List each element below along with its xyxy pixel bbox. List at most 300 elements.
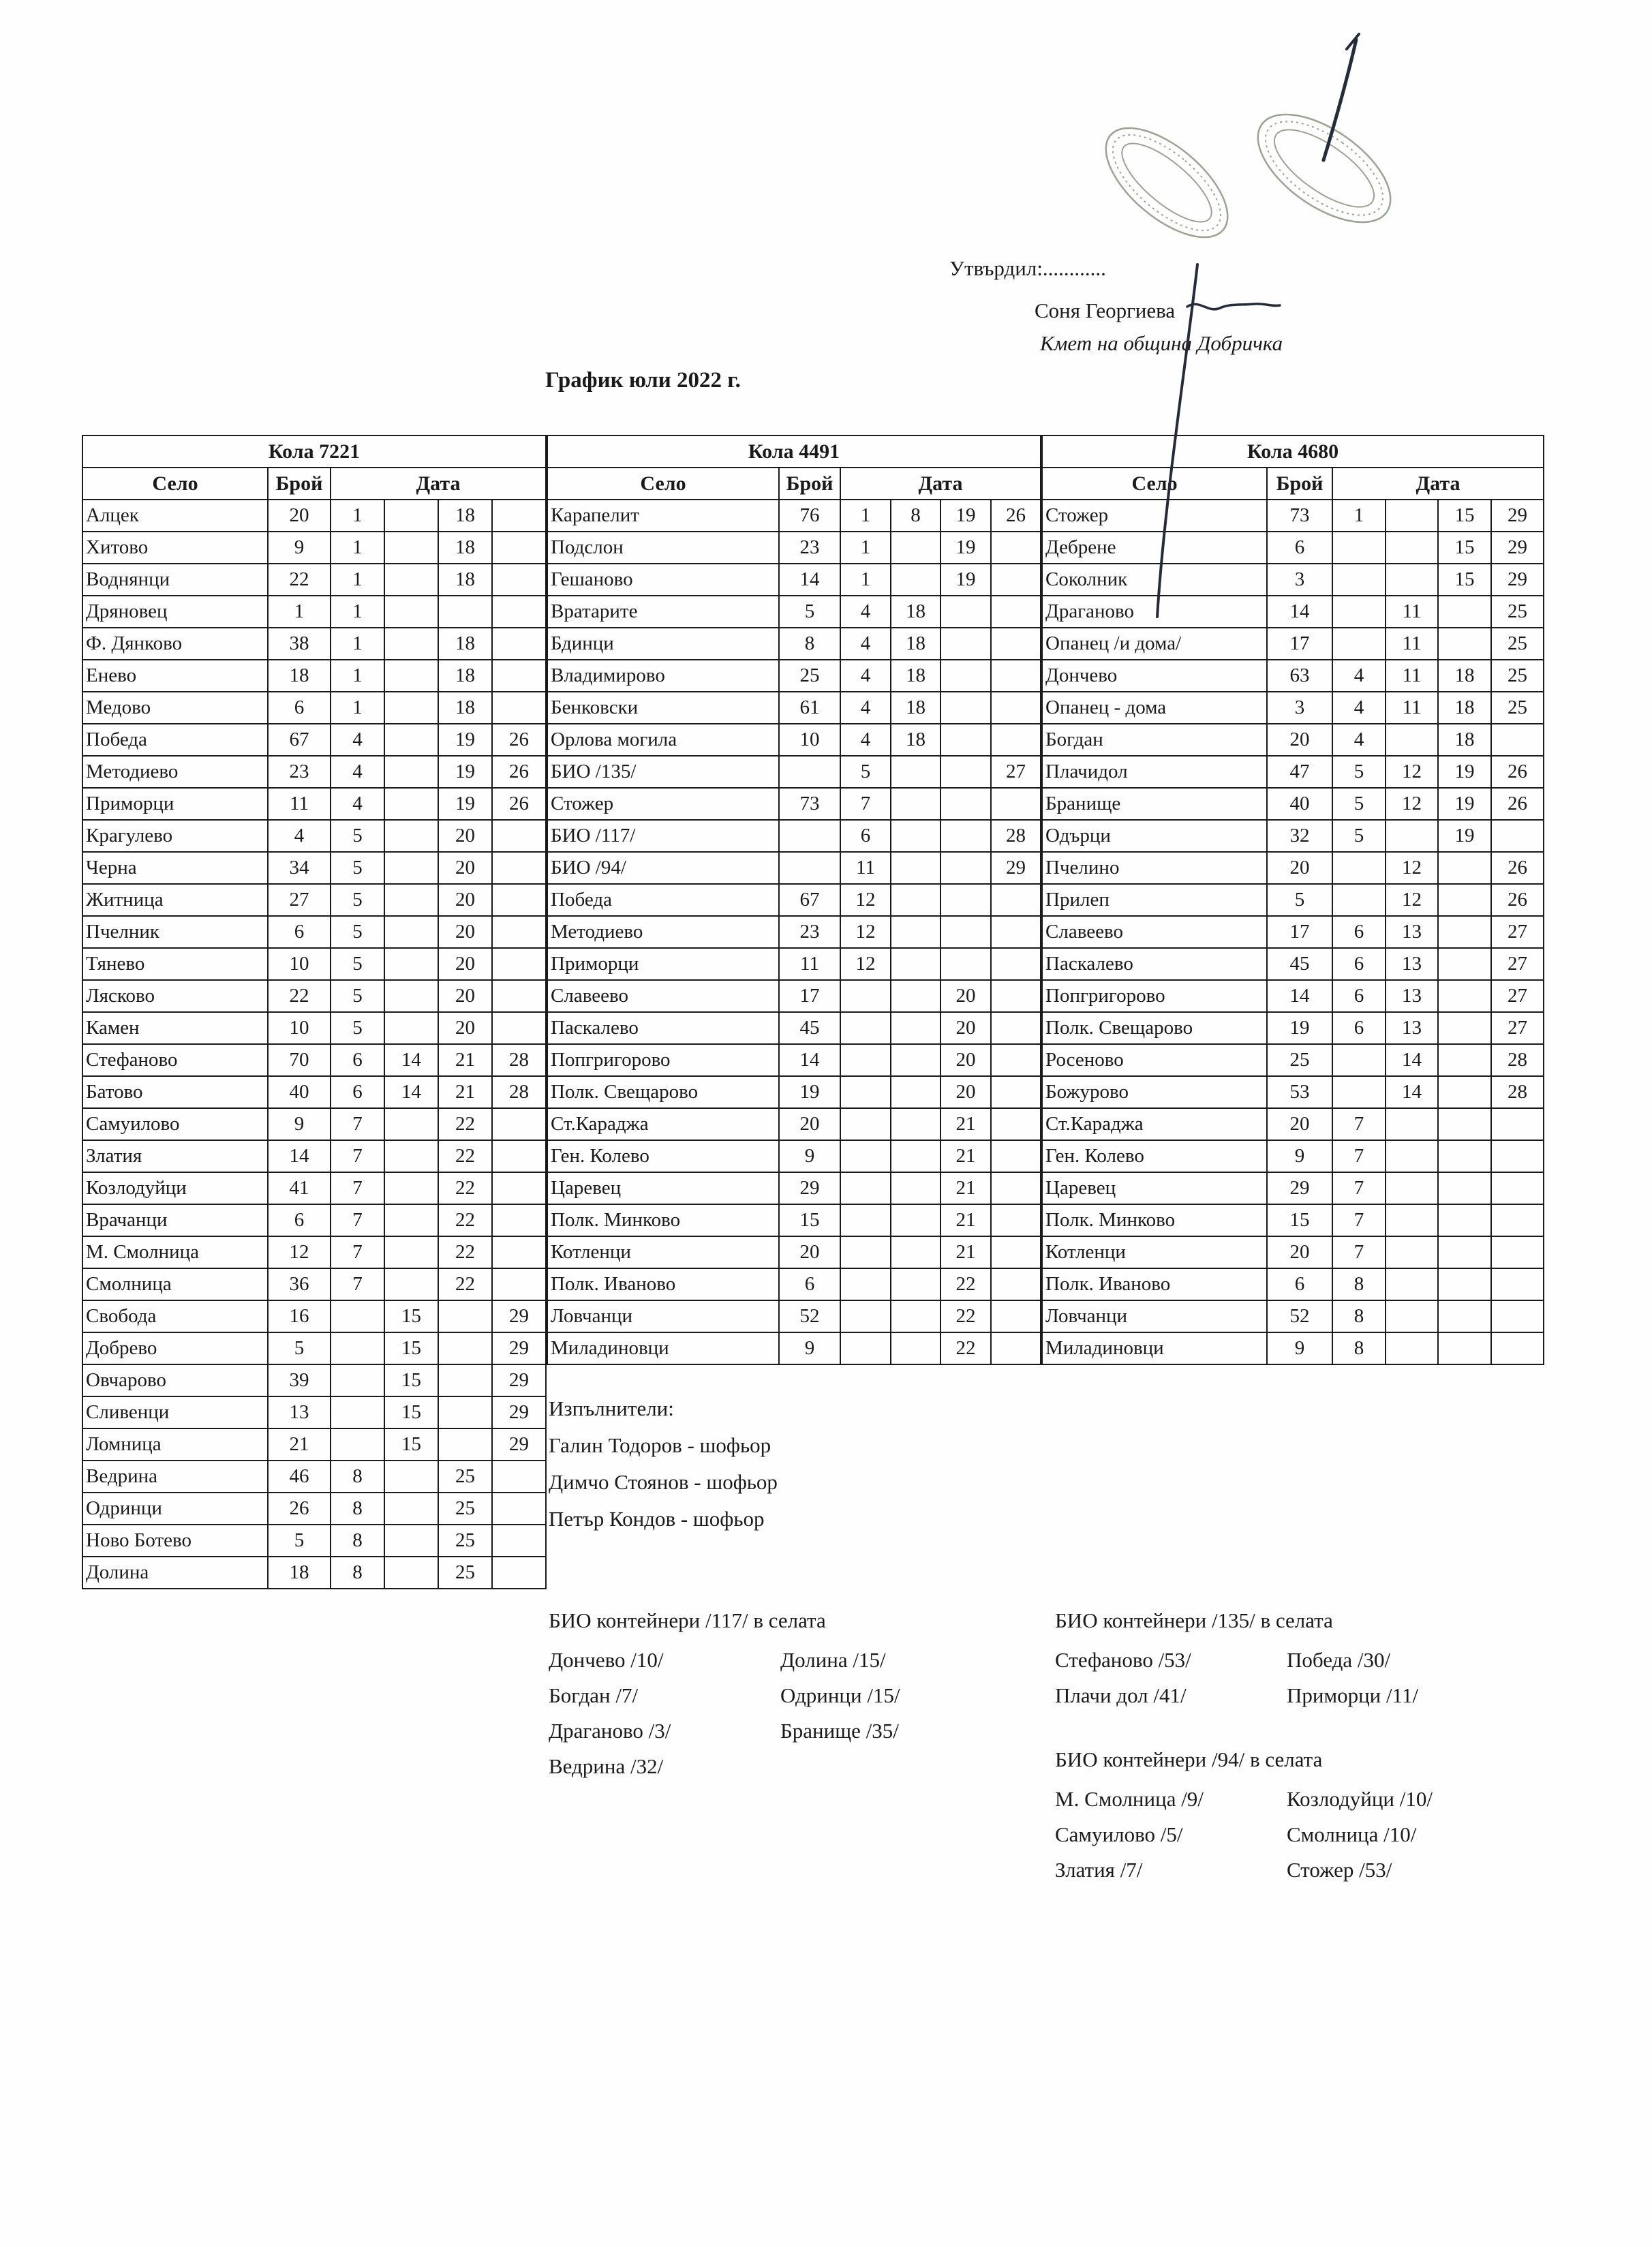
table-row <box>82 1493 546 1525</box>
cell-date <box>384 916 438 948</box>
cell-date: 14 <box>1386 1076 1438 1108</box>
cell-date: 19 <box>438 788 492 820</box>
cell-date: 5 <box>331 948 384 980</box>
table-row <box>547 660 1041 692</box>
table-row <box>82 1525 546 1557</box>
cell-date: 18 <box>1438 724 1491 756</box>
cell-village: Славеево <box>1042 916 1267 948</box>
cell-date: 7 <box>331 1204 384 1236</box>
cell-date: 5 <box>331 916 384 948</box>
table-row <box>82 1461 546 1493</box>
cell-date <box>1332 628 1386 660</box>
cell-date: 22 <box>940 1268 991 1300</box>
cell-date <box>891 1204 940 1236</box>
bio-item: Бранище /35/ <box>780 1719 899 1743</box>
cell-date: 7 <box>331 1236 384 1268</box>
cell-date: 29 <box>492 1396 546 1428</box>
cell-village: Миладиновци <box>547 1332 779 1364</box>
cell-date: 5 <box>331 884 384 916</box>
cell-date <box>492 1557 546 1589</box>
cell-count: 12 <box>268 1236 331 1268</box>
table-row <box>82 820 546 852</box>
cell-village: Бенковски <box>547 692 779 724</box>
cell-count: 6 <box>779 1268 840 1300</box>
cell-count: 40 <box>1267 788 1332 820</box>
cell-date: 1 <box>331 500 384 532</box>
cell-village: Ловчанци <box>547 1300 779 1332</box>
table-row <box>547 1140 1041 1172</box>
cell-date <box>991 916 1041 948</box>
cell-date <box>492 884 546 916</box>
cell-count: 76 <box>779 500 840 532</box>
table-row <box>547 884 1041 916</box>
bio-section-94 <box>1055 1742 1433 1888</box>
bio-row <box>1055 1782 1433 1817</box>
cell-date <box>1386 1236 1438 1268</box>
cell-date: 22 <box>438 1204 492 1236</box>
cell-date <box>492 500 546 532</box>
cell-date <box>1386 564 1438 596</box>
cell-date: 15 <box>1438 564 1491 596</box>
cell-date <box>1438 948 1491 980</box>
cell-date <box>891 1140 940 1172</box>
cell-date: 28 <box>1491 1076 1544 1108</box>
cell-date: 18 <box>438 660 492 692</box>
cell-date <box>1438 1268 1491 1300</box>
cell-count: 63 <box>1267 660 1332 692</box>
cell-date: 11 <box>1386 596 1438 628</box>
table-row <box>82 756 546 788</box>
cell-date <box>1491 1300 1544 1332</box>
bio-item: Дончево /10/ <box>549 1648 664 1672</box>
cell-date <box>384 1236 438 1268</box>
cell-count: 22 <box>268 980 331 1012</box>
round-stamp-right <box>1240 93 1409 243</box>
cell-count: 53 <box>1267 1076 1332 1108</box>
cell-date: 20 <box>438 884 492 916</box>
table-row <box>1042 756 1544 788</box>
cell-village: Соколник <box>1042 564 1267 596</box>
cell-date <box>1438 1076 1491 1108</box>
cell-date <box>384 532 438 564</box>
cell-village: Пчелино <box>1042 852 1267 884</box>
cell-date: 18 <box>438 532 492 564</box>
cell-date: 15 <box>384 1364 438 1396</box>
cell-date <box>384 628 438 660</box>
cell-date <box>991 884 1041 916</box>
cell-count: 9 <box>268 532 331 564</box>
table-row <box>547 980 1041 1012</box>
cell-date: 18 <box>438 628 492 660</box>
cell-date: 1 <box>840 532 891 564</box>
cell-count: 45 <box>1267 948 1332 980</box>
cell-date: 6 <box>1332 980 1386 1012</box>
cell-date <box>891 852 940 884</box>
cell-count: 45 <box>779 1012 840 1044</box>
cell-date: 15 <box>1438 532 1491 564</box>
cell-date <box>1332 1044 1386 1076</box>
cell-date: 14 <box>1386 1044 1438 1076</box>
cell-count: 25 <box>779 660 840 692</box>
table-row <box>1042 884 1544 916</box>
cell-date <box>384 980 438 1012</box>
table-row <box>82 596 546 628</box>
table-row <box>547 1204 1041 1236</box>
cell-date <box>891 1108 940 1140</box>
cell-count: 52 <box>779 1300 840 1332</box>
cell-village: Ново Ботево <box>82 1525 268 1557</box>
cell-count: 13 <box>268 1396 331 1428</box>
approver-name: Соня Георгиева <box>1035 299 1176 322</box>
cell-date: 4 <box>840 692 891 724</box>
cell-date <box>1386 1268 1438 1300</box>
car-header: Кола 4491 <box>547 435 1041 468</box>
cell-date <box>940 884 991 916</box>
table-row <box>1042 820 1544 852</box>
schedule-tables <box>82 435 1544 1589</box>
cell-date <box>492 916 546 948</box>
cell-date: 22 <box>940 1300 991 1332</box>
cell-village: Дряновец <box>82 596 268 628</box>
table-row <box>1042 692 1544 724</box>
cell-date: 14 <box>384 1044 438 1076</box>
cell-date: 11 <box>1386 660 1438 692</box>
cell-date: 1 <box>840 564 891 596</box>
table-row <box>547 1268 1041 1300</box>
cell-count: 20 <box>1267 1236 1332 1268</box>
cell-count: 47 <box>1267 756 1332 788</box>
table-row <box>82 628 546 660</box>
table-row <box>82 1300 546 1332</box>
cell-date <box>384 1108 438 1140</box>
cell-date: 18 <box>891 596 940 628</box>
cell-count: 18 <box>268 1557 331 1589</box>
cell-date <box>991 1012 1041 1044</box>
cell-count: 73 <box>1267 500 1332 532</box>
cell-date: 26 <box>492 788 546 820</box>
cell-date <box>1438 1044 1491 1076</box>
cell-date: 26 <box>991 500 1041 532</box>
cell-date <box>991 980 1041 1012</box>
cell-village: Драганово <box>1042 596 1267 628</box>
cell-count: 46 <box>268 1461 331 1493</box>
cell-date <box>492 692 546 724</box>
cell-count: 1 <box>268 596 331 628</box>
cell-date <box>1438 1108 1491 1140</box>
bio-item: М. Смолница /9/ <box>1055 1787 1204 1811</box>
table-row <box>1042 1332 1544 1364</box>
cell-date: 1 <box>331 532 384 564</box>
cell-village: Царевец <box>547 1172 779 1204</box>
cell-village: Сливенци <box>82 1396 268 1428</box>
col-header-count: Брой <box>268 468 331 500</box>
table-row <box>1042 1268 1544 1300</box>
cell-date <box>1438 1172 1491 1204</box>
cell-date: 20 <box>940 1012 991 1044</box>
cell-date <box>384 1557 438 1589</box>
cell-date <box>1491 1172 1544 1204</box>
cell-village: БИО /135/ <box>547 756 779 788</box>
cell-date: 8 <box>331 1493 384 1525</box>
cell-date: 22 <box>438 1140 492 1172</box>
cell-date <box>840 1268 891 1300</box>
table-row <box>1042 564 1544 596</box>
table-row <box>1042 724 1544 756</box>
cell-date <box>1491 820 1544 852</box>
cell-date <box>492 1268 546 1300</box>
cell-village: Царевец <box>1042 1172 1267 1204</box>
executor-item: Петър Кондов - шофьор <box>549 1507 765 1531</box>
cell-date: 19 <box>940 500 991 532</box>
cell-date: 19 <box>438 756 492 788</box>
cell-date: 21 <box>438 1044 492 1076</box>
bio-item: Златия /7/ <box>1055 1858 1143 1882</box>
cell-date <box>492 1204 546 1236</box>
cell-date: 22 <box>438 1236 492 1268</box>
cell-date: 26 <box>492 724 546 756</box>
cell-date: 21 <box>940 1172 991 1204</box>
cell-date: 20 <box>438 916 492 948</box>
table-row <box>82 1172 546 1204</box>
table-row <box>547 1012 1041 1044</box>
cell-date <box>1438 596 1491 628</box>
cell-date: 29 <box>1491 532 1544 564</box>
cell-village: Свобода <box>82 1300 268 1332</box>
cell-date: 8 <box>891 500 940 532</box>
cell-date: 29 <box>492 1300 546 1332</box>
cell-date: 6 <box>1332 916 1386 948</box>
cell-date: 5 <box>331 852 384 884</box>
cell-count: 70 <box>268 1044 331 1076</box>
cell-date <box>840 1332 891 1364</box>
table-row <box>1042 948 1544 980</box>
cell-count: 21 <box>268 1428 331 1461</box>
cell-village: Стожер <box>1042 500 1267 532</box>
cell-date <box>1332 532 1386 564</box>
cell-date: 11 <box>1386 628 1438 660</box>
cell-date: 26 <box>1491 852 1544 884</box>
schedule-table-kola-4680 <box>1041 435 1544 1365</box>
cell-date: 4 <box>331 756 384 788</box>
cell-count: 14 <box>779 1044 840 1076</box>
cell-date <box>840 1076 891 1108</box>
table-row <box>1042 500 1544 532</box>
cell-count: 22 <box>268 564 331 596</box>
cell-date <box>438 596 492 628</box>
cell-date <box>840 1172 891 1204</box>
cell-village: Орлова могила <box>547 724 779 756</box>
cell-date <box>1386 1300 1438 1332</box>
cell-date <box>991 1108 1041 1140</box>
cell-date: 21 <box>940 1204 991 1236</box>
cell-date: 19 <box>438 724 492 756</box>
table-row <box>82 1236 546 1268</box>
cell-date <box>1386 1204 1438 1236</box>
cell-date: 4 <box>840 628 891 660</box>
cell-date: 12 <box>1386 756 1438 788</box>
cell-date: 26 <box>1491 756 1544 788</box>
table-row <box>1042 1204 1544 1236</box>
col-header-village: Село <box>82 468 268 500</box>
cell-date <box>1386 1108 1438 1140</box>
table-row <box>547 564 1041 596</box>
cell-date <box>492 532 546 564</box>
cell-date <box>1332 884 1386 916</box>
cell-date <box>891 788 940 820</box>
cell-date <box>1332 596 1386 628</box>
table-row <box>82 564 546 596</box>
cell-date: 1 <box>331 660 384 692</box>
cell-date: 20 <box>438 820 492 852</box>
cell-count: 15 <box>1267 1204 1332 1236</box>
cell-village: Богдан <box>1042 724 1267 756</box>
table-row <box>1042 1108 1544 1140</box>
cell-count: 5 <box>1267 884 1332 916</box>
cell-village: Долина <box>82 1557 268 1589</box>
cell-village: Победа <box>547 884 779 916</box>
cell-date: 27 <box>1491 948 1544 980</box>
cell-date <box>384 1493 438 1525</box>
cell-village: Одърци <box>1042 820 1267 852</box>
cell-count: 20 <box>779 1108 840 1140</box>
cell-count: 26 <box>268 1493 331 1525</box>
cell-date <box>891 532 940 564</box>
bio-item: Приморци /11/ <box>1287 1683 1419 1707</box>
cell-date: 25 <box>1491 596 1544 628</box>
cell-village: Пчелник <box>82 916 268 948</box>
cell-date <box>438 1332 492 1364</box>
bio-item: Стефаново /53/ <box>1055 1648 1191 1672</box>
bio-item: Ведрина /32/ <box>549 1754 664 1778</box>
cell-count: 36 <box>268 1268 331 1300</box>
cell-date <box>940 820 991 852</box>
cell-date: 20 <box>438 980 492 1012</box>
cell-count: 10 <box>268 948 331 980</box>
cell-date: 27 <box>1491 980 1544 1012</box>
cell-village: Дебрене <box>1042 532 1267 564</box>
cell-date: 4 <box>1332 692 1386 724</box>
table-row <box>82 532 546 564</box>
cell-count: 9 <box>1267 1332 1332 1364</box>
cell-date: 12 <box>840 916 891 948</box>
bio-row <box>549 1713 900 1749</box>
cell-date: 18 <box>891 660 940 692</box>
table-row <box>1042 628 1544 660</box>
cell-count: 10 <box>268 1012 331 1044</box>
cell-date <box>1438 916 1491 948</box>
cell-date: 19 <box>1438 756 1491 788</box>
table-row <box>547 788 1041 820</box>
cell-date <box>1386 500 1438 532</box>
cell-count: 6 <box>1267 1268 1332 1300</box>
table-row <box>82 788 546 820</box>
cell-date: 7 <box>1332 1108 1386 1140</box>
cell-date <box>492 1012 546 1044</box>
cell-count: 20 <box>268 500 331 532</box>
cell-date <box>331 1364 384 1396</box>
cell-date <box>940 692 991 724</box>
cell-date <box>384 1204 438 1236</box>
cell-date <box>940 724 991 756</box>
table-row <box>82 1396 546 1428</box>
table-row <box>547 756 1041 788</box>
cell-date: 11 <box>1386 692 1438 724</box>
cell-date: 8 <box>1332 1268 1386 1300</box>
table-row <box>1042 596 1544 628</box>
cell-village: Хитово <box>82 532 268 564</box>
cell-date: 22 <box>438 1268 492 1300</box>
cell-date: 7 <box>1332 1172 1386 1204</box>
table-row <box>1042 1236 1544 1268</box>
table-row <box>82 500 546 532</box>
cell-date: 29 <box>991 852 1041 884</box>
cell-date: 4 <box>331 724 384 756</box>
bio-rows <box>1055 1642 1418 1713</box>
cell-village: Приморци <box>82 788 268 820</box>
cell-date <box>384 788 438 820</box>
cell-date <box>1332 852 1386 884</box>
cell-count: 34 <box>268 852 331 884</box>
cell-date <box>492 596 546 628</box>
table-row <box>1042 1300 1544 1332</box>
cell-date <box>492 852 546 884</box>
cell-date: 5 <box>331 980 384 1012</box>
cell-date <box>891 980 940 1012</box>
cell-date: 12 <box>1386 884 1438 916</box>
cell-village: Медово <box>82 692 268 724</box>
cell-village: Опанец - дома <box>1042 692 1267 724</box>
cell-count: 67 <box>268 724 331 756</box>
cell-date: 25 <box>438 1461 492 1493</box>
cell-date <box>384 1461 438 1493</box>
table-row <box>547 1300 1041 1332</box>
cell-village: Попгригорово <box>1042 980 1267 1012</box>
cell-date <box>891 948 940 980</box>
cell-date: 18 <box>438 500 492 532</box>
cell-count: 6 <box>1267 532 1332 564</box>
cell-date: 15 <box>384 1300 438 1332</box>
executors-title: Изпълнители: <box>549 1396 674 1420</box>
cell-date <box>438 1428 492 1461</box>
cell-date <box>384 948 438 980</box>
executors-block <box>549 1390 778 1538</box>
executor-item: Галин Тодоров - шофьор <box>549 1433 771 1457</box>
cell-date <box>991 1236 1041 1268</box>
cell-date: 25 <box>1491 692 1544 724</box>
cell-date <box>991 596 1041 628</box>
schedule-table-kola-4491 <box>547 435 1041 1365</box>
cell-count: 6 <box>268 692 331 724</box>
cell-village: Божурово <box>1042 1076 1267 1108</box>
car-header: Кола 7221 <box>82 435 546 468</box>
cell-village: Лясково <box>82 980 268 1012</box>
cell-date <box>991 692 1041 724</box>
bio-rows <box>549 1642 900 1784</box>
cell-date <box>384 500 438 532</box>
cell-date <box>891 756 940 788</box>
bio-section-117 <box>549 1603 900 1784</box>
cell-date <box>991 948 1041 980</box>
cell-count: 14 <box>1267 596 1332 628</box>
cell-village: Росеново <box>1042 1044 1267 1076</box>
cell-date <box>940 852 991 884</box>
cell-village: Самуилово <box>82 1108 268 1140</box>
cell-date: 27 <box>991 756 1041 788</box>
cell-date <box>492 820 546 852</box>
table-row <box>1042 532 1544 564</box>
cell-count: 20 <box>1267 1108 1332 1140</box>
cell-count: 8 <box>779 628 840 660</box>
